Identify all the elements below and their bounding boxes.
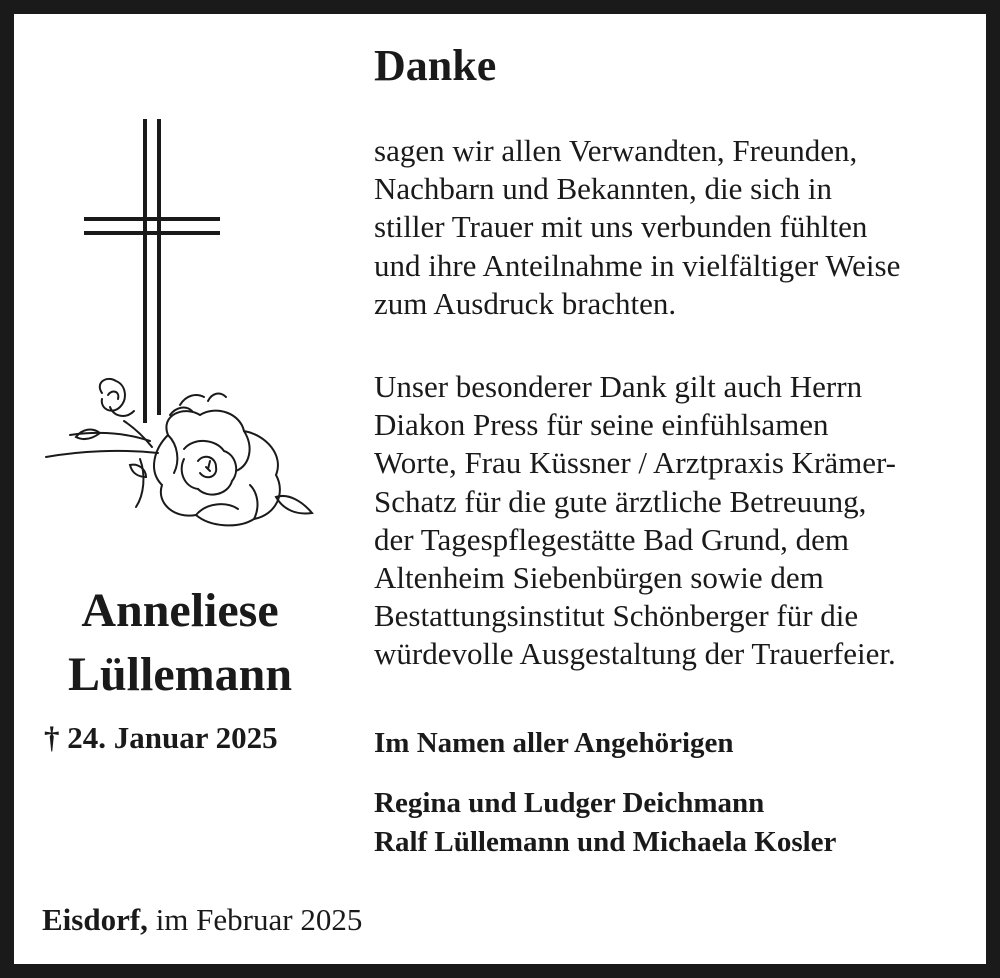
heading-danke: Danke bbox=[374, 41, 497, 90]
text-line: würdevolle Ausgestaltung der Trauerfeier. bbox=[374, 636, 896, 672]
signature-line-1: Regina und Ludger Deichmann bbox=[374, 787, 765, 819]
text-line: Unser besonderer Dank gilt auch Herrn bbox=[374, 369, 863, 404]
signature-intro: Im Namen aller Angehörigen bbox=[374, 727, 734, 759]
text-line: sagen wir allen Verwandten, Freunden, bbox=[374, 133, 858, 168]
date: im Februar 2025 bbox=[155, 902, 363, 937]
text-line: der Tagespflegestätte Bad Grund, dem bbox=[374, 521, 850, 557]
rose-icon bbox=[46, 379, 312, 525]
deceased-first-name: Anneliese bbox=[81, 584, 279, 637]
text-line: stiller Trauer mit uns verbunden fühlten bbox=[374, 209, 868, 245]
text-line: Bestattungsinstitut Schönberger für die bbox=[374, 598, 859, 634]
text-line: Schatz für die gute ärztliche Betreuung, bbox=[374, 483, 867, 519]
deceased-last-name: Lüllemann bbox=[67, 648, 293, 701]
cross-and-rose-emblem bbox=[40, 115, 320, 530]
text-line: Diakon Press für seine einfühlsamen bbox=[374, 407, 829, 443]
cross-icon bbox=[84, 119, 220, 423]
text-line: Nachbarn und Bekannten, die sich in bbox=[374, 171, 832, 207]
text-line: Worte, Frau Küssner / Arztpraxis Krämer- bbox=[374, 445, 897, 481]
text-line: Altenheim Siebenbürgen sowie dem bbox=[374, 560, 824, 596]
date-of-death: † 24. Januar 2025 bbox=[44, 720, 278, 755]
place: Eisdorf, bbox=[42, 902, 148, 937]
thanks-paragraph bbox=[374, 132, 974, 323]
text-line: und ihre Anteilnahme in vielfältiger Weise bbox=[374, 247, 901, 283]
signature-line-2: Ralf Lüllemann und Michaela Kosler bbox=[374, 826, 837, 858]
special-thanks-paragraph bbox=[374, 368, 974, 674]
text-line: zum Ausdruck brachten. bbox=[374, 285, 677, 321]
place-and-date bbox=[42, 900, 362, 940]
